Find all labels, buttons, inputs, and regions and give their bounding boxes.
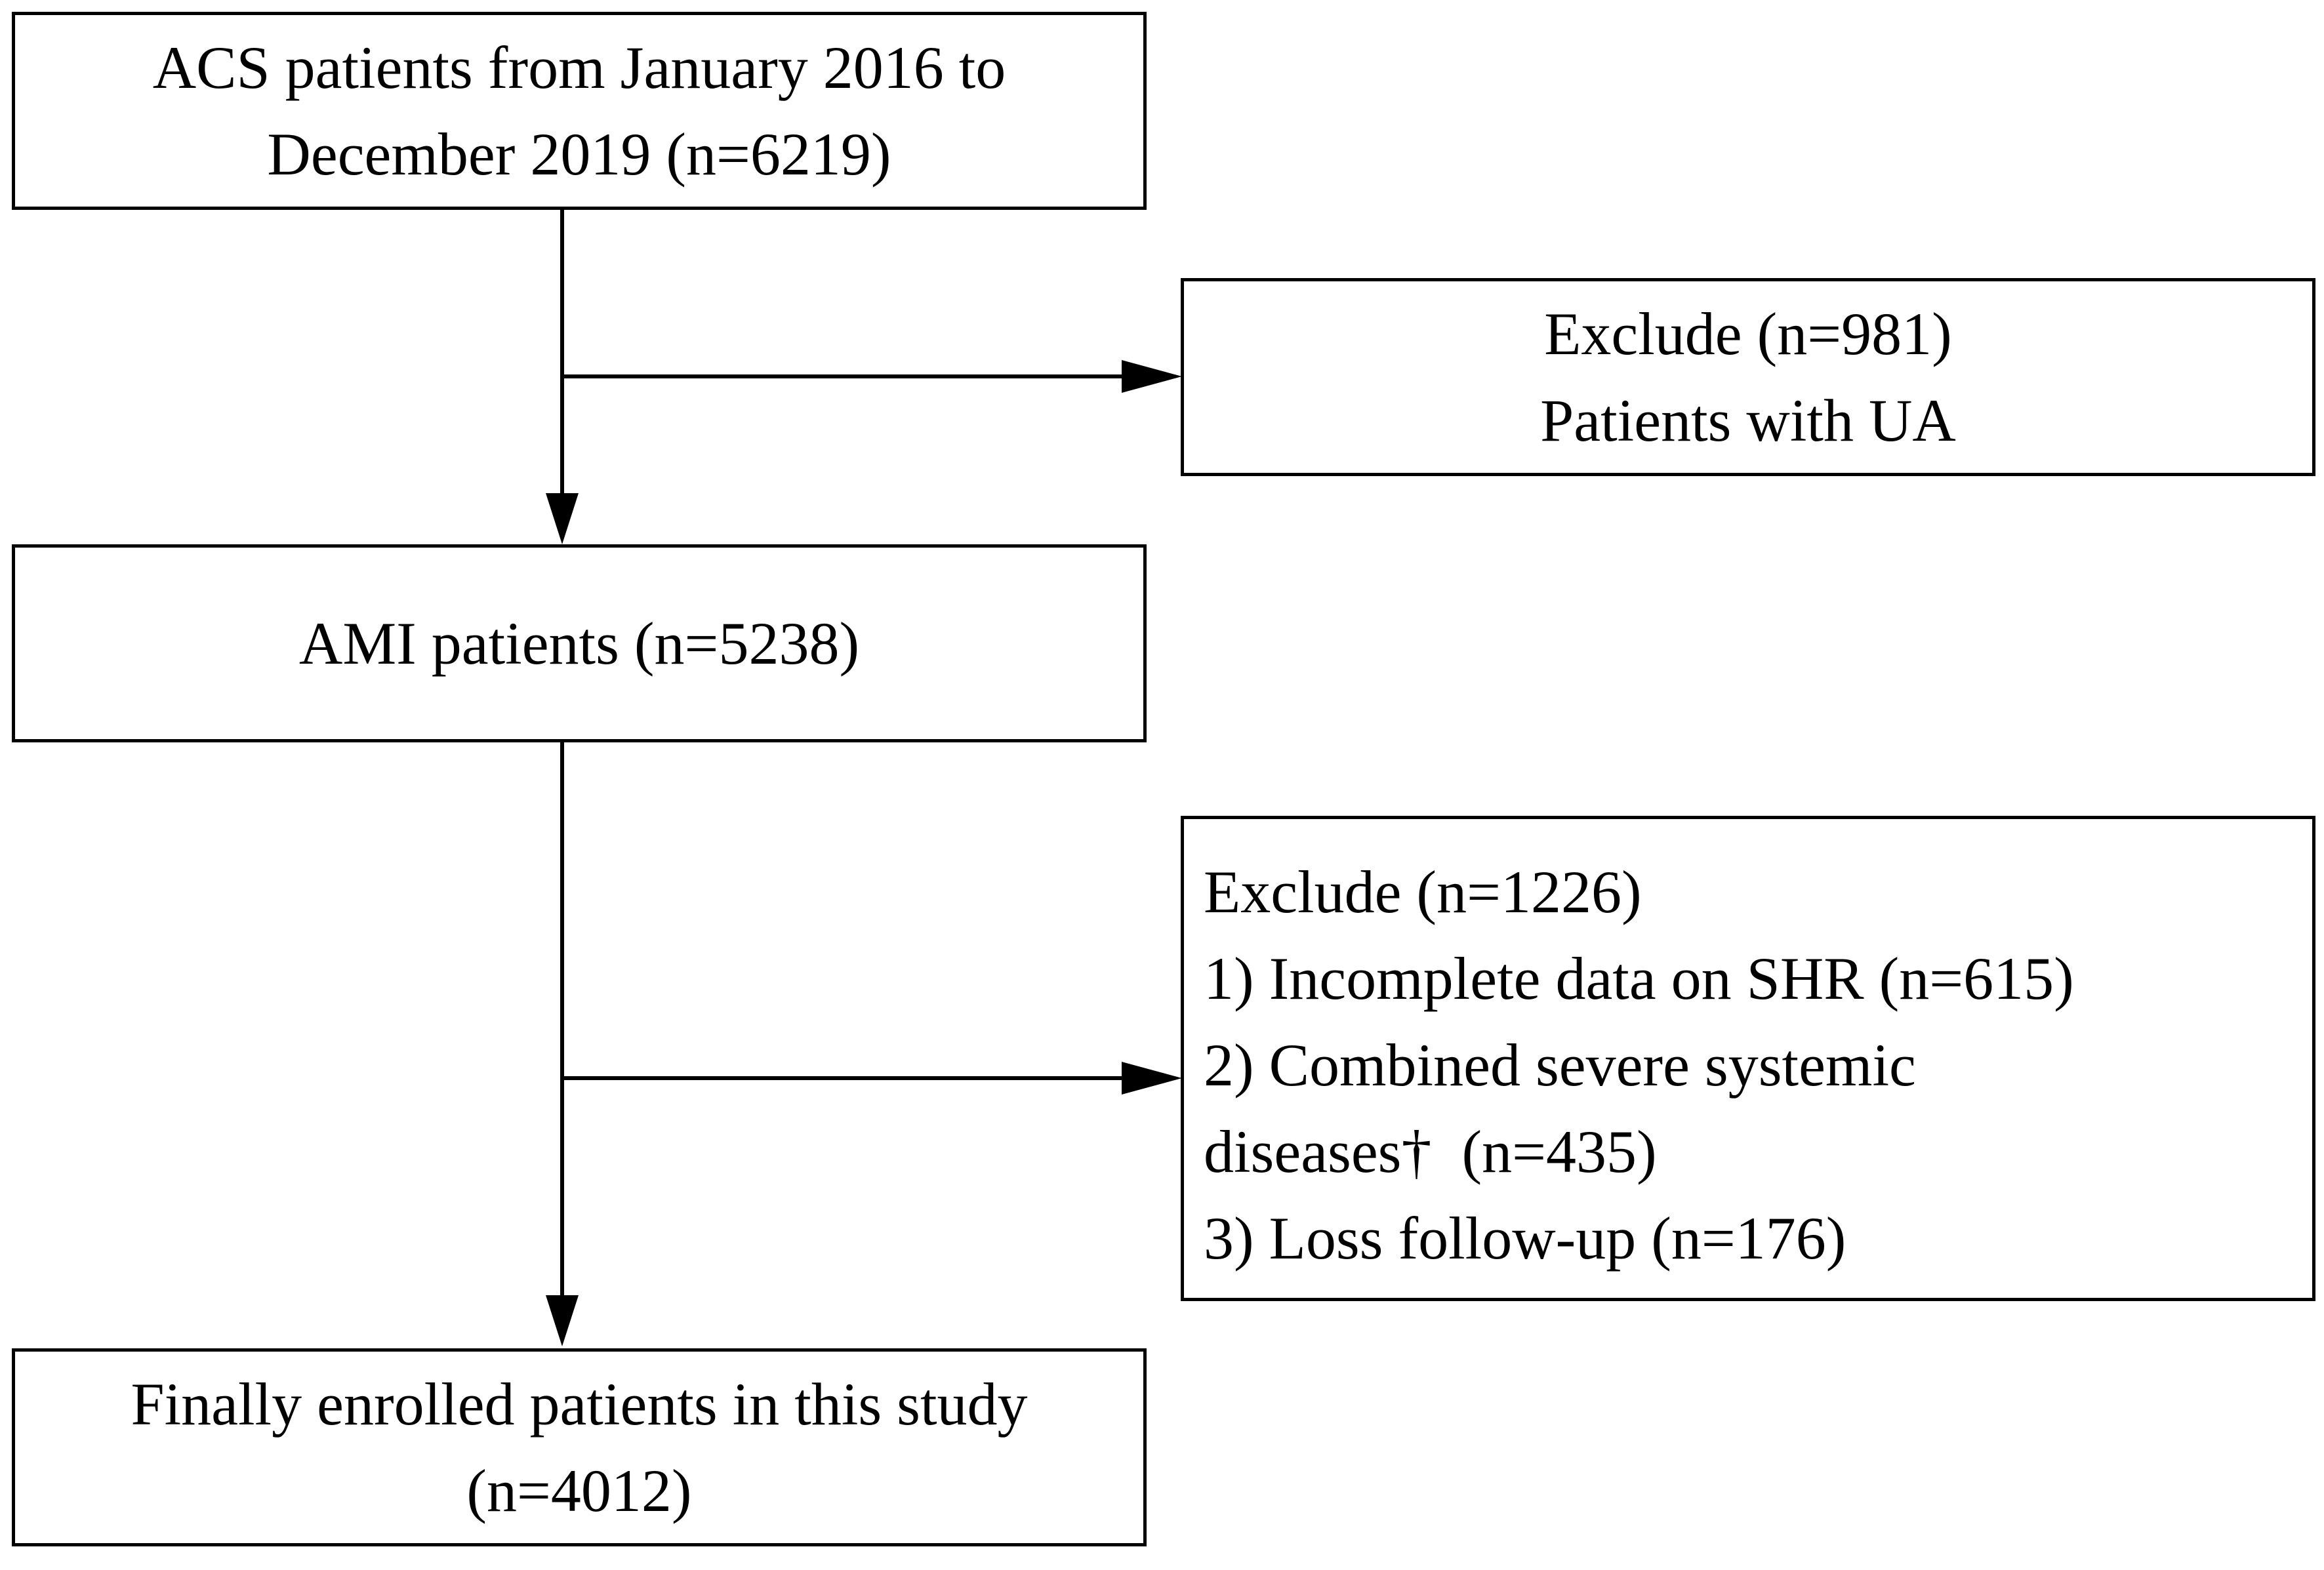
exclude2-line-4: diseases† (n=435): [1204, 1118, 1657, 1185]
ami-box-line-1: AMI patients (n=5238): [298, 610, 860, 677]
ami-box: [12, 544, 1147, 742]
arrowhead-ami: [546, 493, 579, 544]
final-box: [12, 1348, 1147, 1546]
exclude2-box: [1181, 816, 2315, 1301]
exclude1-box: [1181, 278, 2315, 476]
arrowhead-exclude2: [1122, 1062, 1182, 1095]
top-box-line-2: December 2019 (n=6219): [267, 121, 891, 188]
arrowhead-final: [546, 1295, 579, 1346]
exclude2-line-2: 1) Incomplete data on SHR (n=615): [1204, 945, 2074, 1012]
exclude2-line-3: 2) Combined severe systemic: [1204, 1032, 1916, 1098]
top-box: [12, 12, 1147, 210]
final-box-line-2: (n=4012): [466, 1457, 692, 1524]
exclude1-line-2: Patients with UA: [1540, 387, 1956, 454]
arrowhead-exclude1: [1122, 360, 1182, 393]
exclude2-line-5: 3) Loss follow-up (n=176): [1204, 1205, 1846, 1272]
exclude2-line-1: Exclude (n=1226): [1204, 858, 1642, 925]
exclude1-line-1: Exclude (n=981): [1544, 300, 1952, 367]
top-box-line-1: ACS patients from January 2016 to: [152, 34, 1006, 101]
final-box-line-1: Finally enrolled patients in this study: [131, 1371, 1028, 1438]
